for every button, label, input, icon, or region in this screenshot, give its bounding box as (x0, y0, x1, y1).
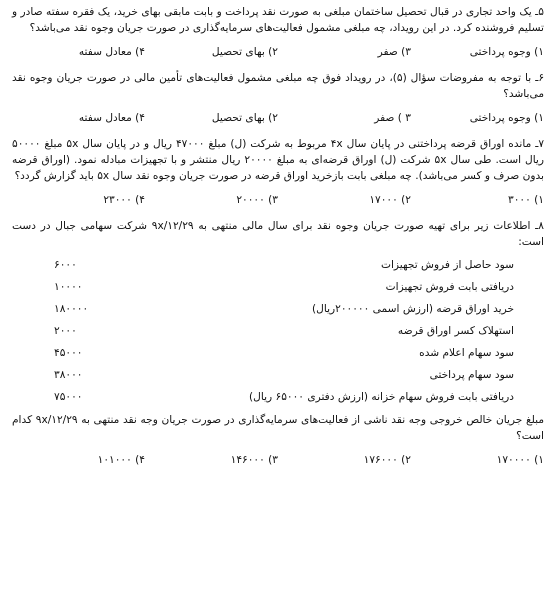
option: ۳) ۲۰۰۰۰ (236, 194, 278, 206)
item-value: ۳۸۰۰۰ (54, 369, 83, 381)
list-item (12, 254, 544, 276)
item-value: ۱۸۰۰۰۰ (54, 303, 89, 315)
item-value: ۲۰۰۰ (54, 325, 77, 337)
question-6-text: ۶ـ با توجه به مفروضات سؤال (۵)، در رویداد فوق چه مبلغی مشمول فعالیت‌های تأمین مالی در صورت جریان وجوه نقد می‌باشد؟ (12, 72, 545, 100)
question-6-options (12, 110, 544, 126)
option: ۳) ۱۴۶۰۰۰ (230, 454, 278, 466)
item-label: سود سهام اعلام شده (419, 347, 514, 359)
option: ۴) معادل سفته (78, 46, 145, 58)
option: ۳) صفر (377, 46, 411, 58)
option: ۳ ) صفر (374, 112, 411, 124)
option: ۱) وجوه پرداختی (469, 112, 544, 124)
option: ۱) وجوه پرداختی (469, 46, 544, 58)
question-7-options (12, 192, 544, 208)
question-8-text: مبلغ جریان خالص خروجی وجه نقد ناشی از فعالیت‌های سرمایه‌گذاری در صورت جریان وجه نقد منتهی به ۹x/۱۲/۲۹ کدام است؟ (12, 414, 544, 442)
item-label: سود سهام پرداختی (429, 369, 514, 381)
option: ۱) ۱۷۰۰۰۰ (496, 454, 544, 466)
list-item (12, 276, 544, 298)
option: ۱) ۳۰۰۰ (508, 194, 544, 206)
item-label: دریافتی بابت فروش تجهیزات (385, 281, 514, 293)
question-5-text: ۵ـ یک واحد تجاری در قبال تحصیل ساختمان مبلغی به صورت نقد پرداخت و بابت مابقی بهای خرید، یک فقره سفته صادر و تسلیم فروشنده کرد. در این رویداد، چه مبلغی مشمول فعالیت‌های سرمایه‌گذاری در صورت جریان وجوه نقد می‌باشد؟ (12, 6, 544, 34)
option: ۲) ۱۷۰۰۰ (369, 194, 411, 206)
item-label: دریافتی بابت فروش سهام خزانه (ارزش دفتری ۶۵۰۰۰ ریال) (249, 391, 514, 403)
list-item (12, 386, 544, 408)
option: ۴) ۱۰۱۰۰۰ (97, 454, 145, 466)
item-label: استهلاک کسر اوراق قرضه (397, 325, 514, 337)
question-7-text: ۷ـ مانده اوراق قرضه پرداختنی در پایان سال ۴x مربوط به شرکت (ل) مبلغ ۴۷۰۰۰ ریال و در پایان سال ۵x مبلغ ۵۰۰۰۰ ریال است. طی سال ۵x شرکت (ل) اوراق قرضه‌ای به مبلغ ۲۰۰۰۰ ریال منتشر و با تجهیزات مبادله نمود. (اوراق قرضه بدون صرف و کسر می‌باشد). چه مبلغی بابت بازخرید اوراق قرضه در صورت جریان وجوه نقد سال ۵x باید گزارش گردد؟ (12, 138, 545, 182)
item-value: ۴۵۰۰۰ (54, 347, 83, 359)
item-value: ۷۵۰۰۰ (54, 391, 83, 403)
item-label: سود حاصل از فروش تجهیزات (381, 259, 514, 271)
list-item (12, 342, 544, 364)
question-5-options (12, 44, 544, 60)
option: ۲) بهای تحصیل (211, 112, 278, 124)
option: ۲) بهای تحصیل (211, 46, 278, 58)
question-8-items (12, 254, 544, 408)
item-label: خرید اوراق قرضه (ارزش اسمی ۲۰۰۰۰۰ریال) (312, 303, 514, 315)
item-value: ۱۰۰۰۰ (54, 281, 83, 293)
option: ۴) معادل سفته (78, 112, 145, 124)
option: ۲) ۱۷۶۰۰۰ (363, 454, 411, 466)
list-item (12, 320, 544, 342)
question-8-options (12, 452, 544, 468)
list-item (12, 298, 544, 320)
item-value: ۶۰۰۰ (54, 259, 77, 271)
list-item (12, 364, 544, 386)
option: ۴) ۲۳۰۰۰ (103, 194, 145, 206)
question-8-intro: ۸ـ اطلاعات زیر برای تهیه صورت جریان وجوه نقد برای سال مالی منتهی به ۹x/۱۲/۲۹ شرکت سهامی جبال در دست است: (12, 220, 544, 248)
